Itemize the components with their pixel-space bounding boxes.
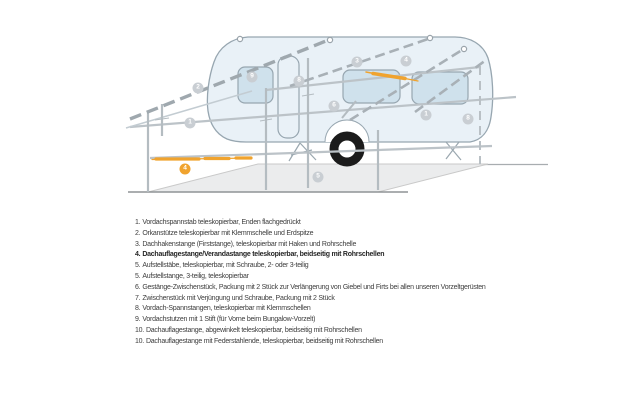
part-number-badge: 2 [193,83,204,94]
parts-item-number: 4. [135,251,141,259]
part-number-badge: 4 [401,56,412,67]
parts-list-item [135,304,486,315]
parts-item-number: 6. [135,283,141,291]
parts-item-number: 1. [135,219,141,226]
parts-item-text: Zwischenstück mit Verjüngung und Schraube, Packung mit 2 Stück [142,294,335,302]
parts-list-item [135,250,486,261]
parts-item-text: Gestänge-Zwischenstück, Packung mit 2 Stück zur Verlängerung von Giebel und Firts bei allen unseren Vorzeltgerüsten [142,283,486,291]
part-number-badge: 4 [180,164,191,175]
parts-item-number: 8. [135,305,141,313]
parts-item-number: 5. [135,272,141,280]
parts-item-number: 10. [135,326,144,334]
part-number-badge: 3 [352,57,363,68]
part-number-badge: 9 [247,72,258,83]
parts-item-text: Vordachspannstab teleskopierbar, Enden flachgedrückt [142,219,301,226]
parts-item-number: 9. [135,316,141,324]
parts-item-text: Dachauflagestange mit Federstahlende, teleskopierbar, beidseitig mit Rohrschellen [145,337,383,345]
parts-item-number: 7. [135,294,141,302]
parts-list-item [135,240,486,251]
part-number-badge: 1 [421,110,432,121]
parts-list-item [135,261,486,272]
parts-list [135,218,486,348]
part-number-badge: 8 [463,114,474,125]
parts-list-item [135,315,486,326]
parts-item-number: 3. [135,240,141,248]
parts-item-text: Dachauflagestange, abgewinkelt teleskopierbar, beidseitig mit Rohrschellen [145,326,362,334]
parts-item-number: 5. [135,262,141,270]
part-number-badge: 8 [294,76,305,87]
parts-list-item [135,294,486,305]
parts-item-text: Dachhakenstange (Firststange), teleskopierbar mit Haken und Rohrschelle [142,240,357,248]
part-number-badge: 5 [313,172,324,183]
parts-item-text: Aufstellstange, 3-teilig, teleskopierbar [142,272,249,280]
parts-item-text: Vordachstutzen mit 1 Stift (für Vorne beim Bungalow-Vorzelt) [142,316,316,324]
parts-list-item [135,283,486,294]
parts-item-text: Vordach-Spannstangen, teleskopierbar mit Klemmschellen [142,305,311,313]
part-number-badge: 1 [185,118,196,129]
parts-item-text: Orkanstütze teleskopierbar mit Klemmschelle und Erdspitze [142,229,314,237]
parts-list-item [135,326,486,337]
parts-item-text: Dachauflagestange/Verandastange teleskopierbar, beidseitig mit Rohrschellen [142,251,385,259]
parts-list-item [135,272,486,283]
part-number-badge: 6 [329,101,340,112]
parts-item-number: 10. [135,337,144,345]
parts-item-text: Aufstellstäbe, teleskopierbar, mit Schraube, 2- oder 3-teilig [142,262,309,270]
parts-list-item [135,218,486,229]
parts-item-number: 2. [135,229,141,237]
parts-list-item [135,337,486,348]
parts-list-item [135,229,486,240]
